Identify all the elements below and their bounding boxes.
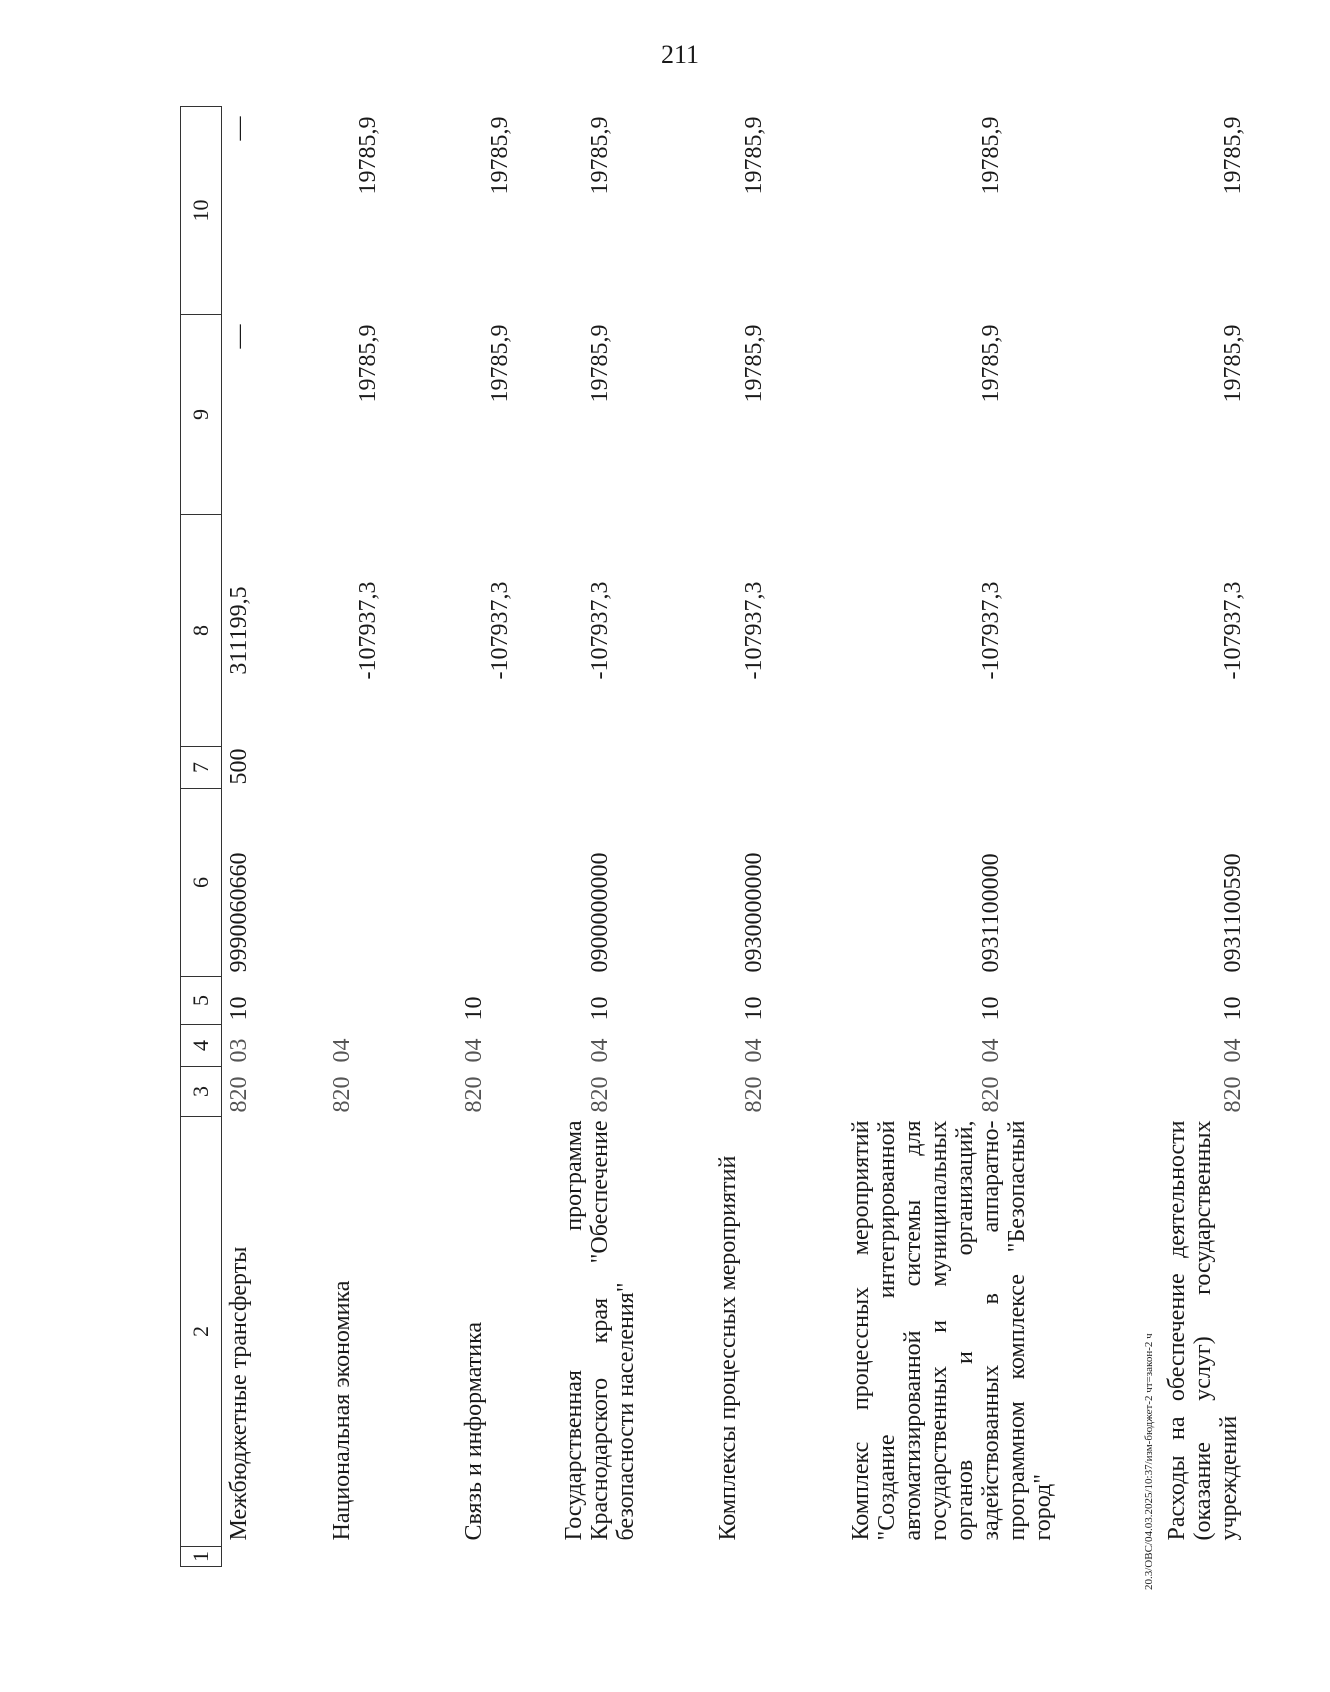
cell-c8: -107937,3 (1220, 581, 1246, 680)
column-header: 5 (181, 977, 222, 1025)
cell-c3: 820 (1220, 1076, 1246, 1113)
row-name: Межбюджетные трансферты (226, 1246, 252, 1541)
cell-c7 (709, 747, 842, 789)
cell-c9: 19785,9 (1220, 324, 1246, 403)
cell-c5 (323, 977, 455, 1025)
table-row (323, 107, 455, 1567)
cell-c10: 19785,9 (587, 116, 613, 195)
cell-c8: -107937,3 (978, 581, 1004, 680)
row-name: Расходы на обеспечение деятельности (оказание услуг) государственных учреждений (1164, 1120, 1242, 1541)
row-name: Комплексы процессных мероприятий (715, 1155, 741, 1541)
cell-c5: 10 (461, 996, 487, 1021)
cell-c9: 19785,9 (978, 324, 1004, 403)
table-row (842, 107, 1158, 1567)
cell-c7 (323, 747, 455, 789)
cell-c7 (555, 747, 709, 789)
column-header: 1 (181, 1547, 222, 1567)
cell-c6: 0931100590 (1220, 853, 1246, 973)
cell-c7 (842, 747, 1158, 789)
cell-c6 (323, 789, 455, 977)
cell-c5: 10 (1220, 996, 1246, 1021)
cell-c6: 9990060660 (226, 852, 252, 973)
cell-c10: 19785,9 (487, 116, 513, 195)
cell-c9: 19785,9 (487, 324, 513, 403)
cell-c7 (1158, 747, 1330, 789)
cell-c10: — (226, 116, 252, 141)
column-header: 10 (181, 107, 222, 315)
cell-c7 (455, 747, 555, 789)
table-header-row (181, 107, 222, 1567)
cell-c3: 820 (461, 1076, 487, 1113)
cell-c9: 19785,9 (355, 324, 381, 403)
row-index-cell (1158, 1547, 1330, 1567)
cell-c6 (455, 789, 555, 977)
cell-c5: 10 (978, 996, 1004, 1021)
cell-c6: 0931100000 (978, 853, 1004, 973)
cell-c3: 820 (741, 1076, 767, 1113)
cell-c8: 311199,5 (226, 586, 252, 675)
row-index-cell (455, 1547, 555, 1567)
cell-c3: 820 (587, 1076, 613, 1113)
cell-c10: 19785,9 (978, 116, 1004, 195)
row-name: Национальная экономика (329, 1280, 355, 1541)
cell-c9: 19785,9 (587, 324, 613, 403)
cell-c4: 04 (461, 1038, 487, 1063)
cell-c6: 0930000000 (741, 852, 767, 973)
cell-c4: 04 (978, 1038, 1004, 1063)
cell-c9: — (226, 324, 252, 349)
table-row (555, 107, 709, 1567)
cell-c7: 500 (226, 748, 252, 785)
column-header: 7 (181, 747, 222, 789)
cell-c6: 0900000000 (587, 852, 613, 973)
column-header: 6 (181, 789, 222, 977)
cell-c5: 10 (226, 996, 252, 1021)
column-header: 8 (181, 515, 222, 747)
cell-c4: 04 (1220, 1038, 1246, 1063)
row-index-cell (222, 1547, 324, 1567)
cell-c10: 19785,9 (1220, 116, 1246, 195)
row-name: Государственная программа Краснодарского края "Обеспечение безопасности населения" (561, 1120, 639, 1541)
table-row (222, 107, 324, 1567)
cell-c8: -107937,3 (741, 581, 767, 680)
column-header: 3 (181, 1067, 222, 1117)
page-number: 211 (660, 40, 700, 69)
cell-c4: 03 (226, 1038, 252, 1063)
column-header: 4 (181, 1025, 222, 1067)
cell-c3: 820 (978, 1076, 1004, 1113)
cell-c9: 19785,9 (741, 324, 767, 403)
row-name: Комплекс процессных мероприятий "Создание интегрированной автоматизированной системы для государственных и муниципальных органов и организаций, задействованных в аппаратно-программном комплексе "Безопасный город" (848, 1120, 1056, 1541)
cell-c10: 19785,9 (741, 116, 767, 195)
footer-code: 20.3/ОВС/04.03.2025/10:37/изм-бюджет-2 чт=закон-2 ч (1143, 1333, 1155, 1590)
row-index-cell (323, 1547, 455, 1567)
cell-c10: 19785,9 (355, 116, 381, 195)
cell-c3: 820 (329, 1076, 355, 1113)
table-row (1158, 107, 1330, 1567)
cell-c4: 04 (587, 1038, 613, 1063)
table-row (709, 107, 842, 1567)
budget-table (180, 106, 1330, 1567)
row-index-cell (555, 1547, 709, 1567)
column-header: 2 (181, 1117, 222, 1547)
cell-c8: -107937,3 (487, 581, 513, 680)
row-index-cell (709, 1547, 842, 1567)
table-row (455, 107, 555, 1567)
cell-c4: 04 (329, 1038, 355, 1063)
cell-c5: 10 (741, 996, 767, 1021)
column-header: 9 (181, 315, 222, 515)
cell-c8: -107937,3 (587, 581, 613, 680)
cell-c8: -107937,3 (355, 581, 381, 680)
cell-c5: 10 (587, 996, 613, 1021)
row-name: Связь и информатика (461, 1321, 487, 1541)
cell-c4: 04 (741, 1038, 767, 1063)
cell-c3: 820 (226, 1076, 252, 1113)
row-index-cell (842, 1547, 1158, 1567)
